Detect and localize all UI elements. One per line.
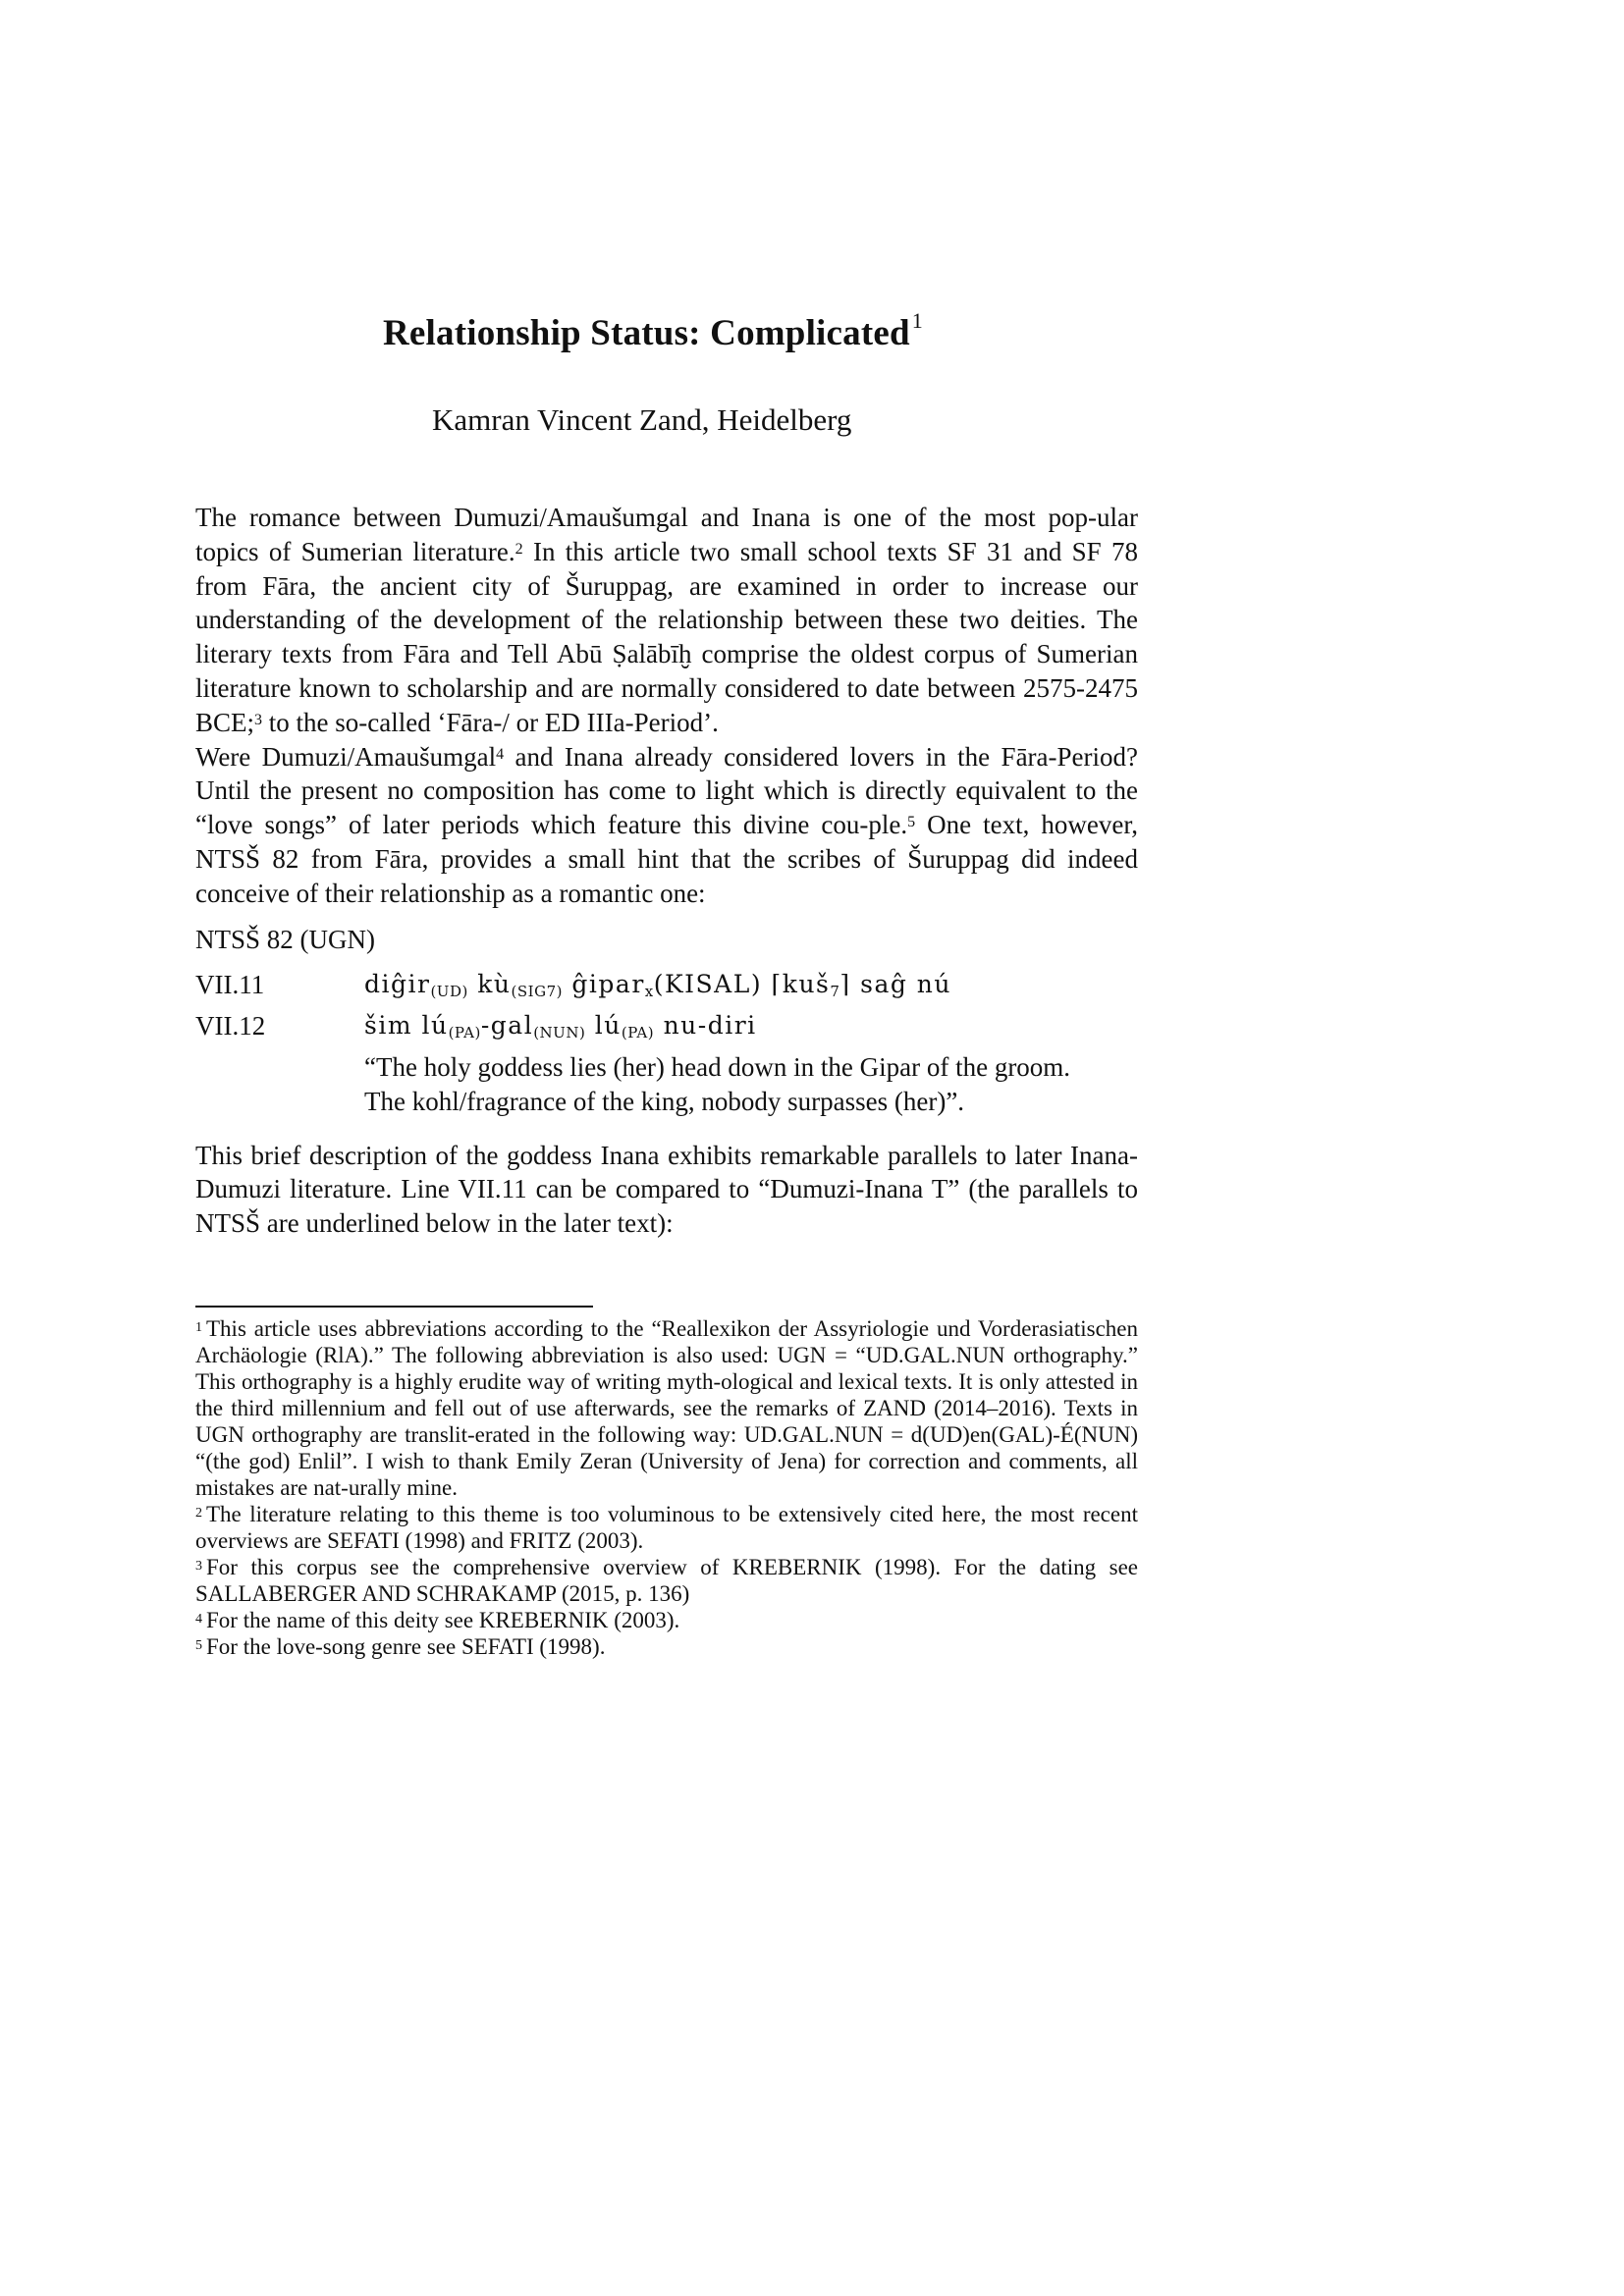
footnote-text: For the name of this deity see KREBERNIK (2003). <box>206 1608 680 1632</box>
article-title <box>383 308 923 354</box>
transliteration-block <box>195 968 1138 1118</box>
footnote-text: For the love-song genre see SEFATI (1998). <box>206 1634 606 1659</box>
footnotes <box>195 1315 1138 1660</box>
p2-text-a: Were Dumuzi/Amaušumgal <box>195 741 497 772</box>
title-footnote-ref[interactable]: 1 <box>911 308 923 333</box>
footnote-ref-2[interactable]: 2 <box>514 540 523 558</box>
translation-line: “The holy goddess lies (her) head down in the Gipar of the groom. <box>364 1051 1071 1082</box>
footnote-ref-4[interactable]: 4 <box>496 745 505 763</box>
footnote-5 <box>195 1633 1138 1660</box>
transliteration-text: šim $lú_{(PA)}-gal_{(NUN)}$ $lú_{(PA)}$ nu-diri <box>364 1011 757 1042</box>
footnote-number: 3 <box>195 1559 202 1574</box>
footnote-text: This article uses abbreviations according to the “Reallexikon der Assyriologie und Vorderasiatischen Archäologie (RlA).” The following abbreviation is also used: UGN = “UD.GAL.NUN orthography.” This orthography is a highly erudite way of writing myth-ological and lexical texts. It is only attested in the third millennium and fell out of use afterwards, see the remarks of ZAND (2014–2016). Texts in UGN orthography are translit-erated in the following way: UD.GAL.NUN = d(UD)en(GAL)-É(NUN) “(the god) Enlil”. I wish to thank Emily Zeran (University of Jena) for correction and comments, all mistakes are nat-urally mine. <box>195 1316 1138 1500</box>
footnote-4 <box>195 1607 1138 1633</box>
paragraph-3: This brief description of the goddess Inana exhibits remarkable parallels to later Inana-Dumuzi literature. Line VII.11 can be compared to “Dumuzi-Inana T” (the parallels to NTSŠ are underlined below in the later text): <box>195 1140 1138 1239</box>
transliteration-line <box>195 968 1138 1009</box>
p2-text-c: One text, however, NTSŠ 82 from Fāra, provides a small hint that the scribes of Šuruppag did indeed conceive of their relationship as a romantic one: <box>195 810 1138 908</box>
footnote-number: 5 <box>195 1638 202 1653</box>
paragraph-1 <box>195 501 1138 740</box>
p1-text-a: The romance between Dumuzi/Amaušumgal and Inana is one of the most pop-ular topics of Sumerian literature. <box>195 503 1138 566</box>
transliteration-line <box>195 1009 1138 1050</box>
p1-text-b: In this article two small school texts SF 31 and SF 78 from Fāra, the ancient city of Šuruppag, are examined in order to increase our understanding of the development of the relationship between these two deities. The literary texts from Fāra and Tell Abū Ṣalābīḫ comprise the oldest corpus of Sumerian literature known to scholarship and are normally considered to date between 2575-2475 BCE; <box>195 536 1139 737</box>
footnote-text: For this corpus see the comprehensive overview of KREBERNIK (1998). For the dating see SALLABERGER AND SCHRAKAMP (2015, p. 136) <box>195 1555 1138 1606</box>
footnote-ref-5[interactable]: 5 <box>907 814 916 831</box>
footnote-number: 2 <box>195 1506 202 1521</box>
text-reference: NTSŠ 82 (UGN) <box>195 924 376 954</box>
author-line: Kamran Vincent Zand, Heidelberg <box>432 402 852 437</box>
translation-line: The kohl/fragrance of the king, nobody surpasses (her)”. <box>364 1086 965 1116</box>
article-body <box>195 501 1138 1241</box>
p2-text-b: and Inana already considered lovers in the Fāra-Period? Until the present no composition has come to light which is directly equivalent to the “love songs” of later periods which feature this divine cou-ple. <box>195 741 1138 840</box>
paragraph-2 <box>195 740 1138 911</box>
footnote-text: The literature relating to this theme is too voluminous to be extensively cited here, the most recent overviews are SEFATI (1998) and FRITZ (2003). <box>195 1502 1138 1553</box>
footnote-2 <box>195 1501 1138 1554</box>
footnote-ref-3[interactable]: 3 <box>254 711 263 728</box>
title-text: Relationship Status: Complicated <box>383 313 910 353</box>
footnote-number: 4 <box>195 1612 202 1627</box>
footnote-divider <box>195 1306 593 1308</box>
line-number: VII.12 <box>195 1011 266 1041</box>
p1-text-c: to the so-called ‘Fāra-/ or ED IIIa-Period’. <box>262 707 719 737</box>
footnote-3 <box>195 1554 1138 1607</box>
footnote-number: 1 <box>195 1320 202 1335</box>
transliteration-text: diĝir$_{(UD)}$ $kù_{(SIG7)}$ ĝipar$_x$(KISAL) ⌈kuš$_7$⌉ saĝ nú <box>364 970 952 1001</box>
footnote-1 <box>195 1315 1138 1501</box>
line-number: VII.11 <box>195 970 265 1000</box>
